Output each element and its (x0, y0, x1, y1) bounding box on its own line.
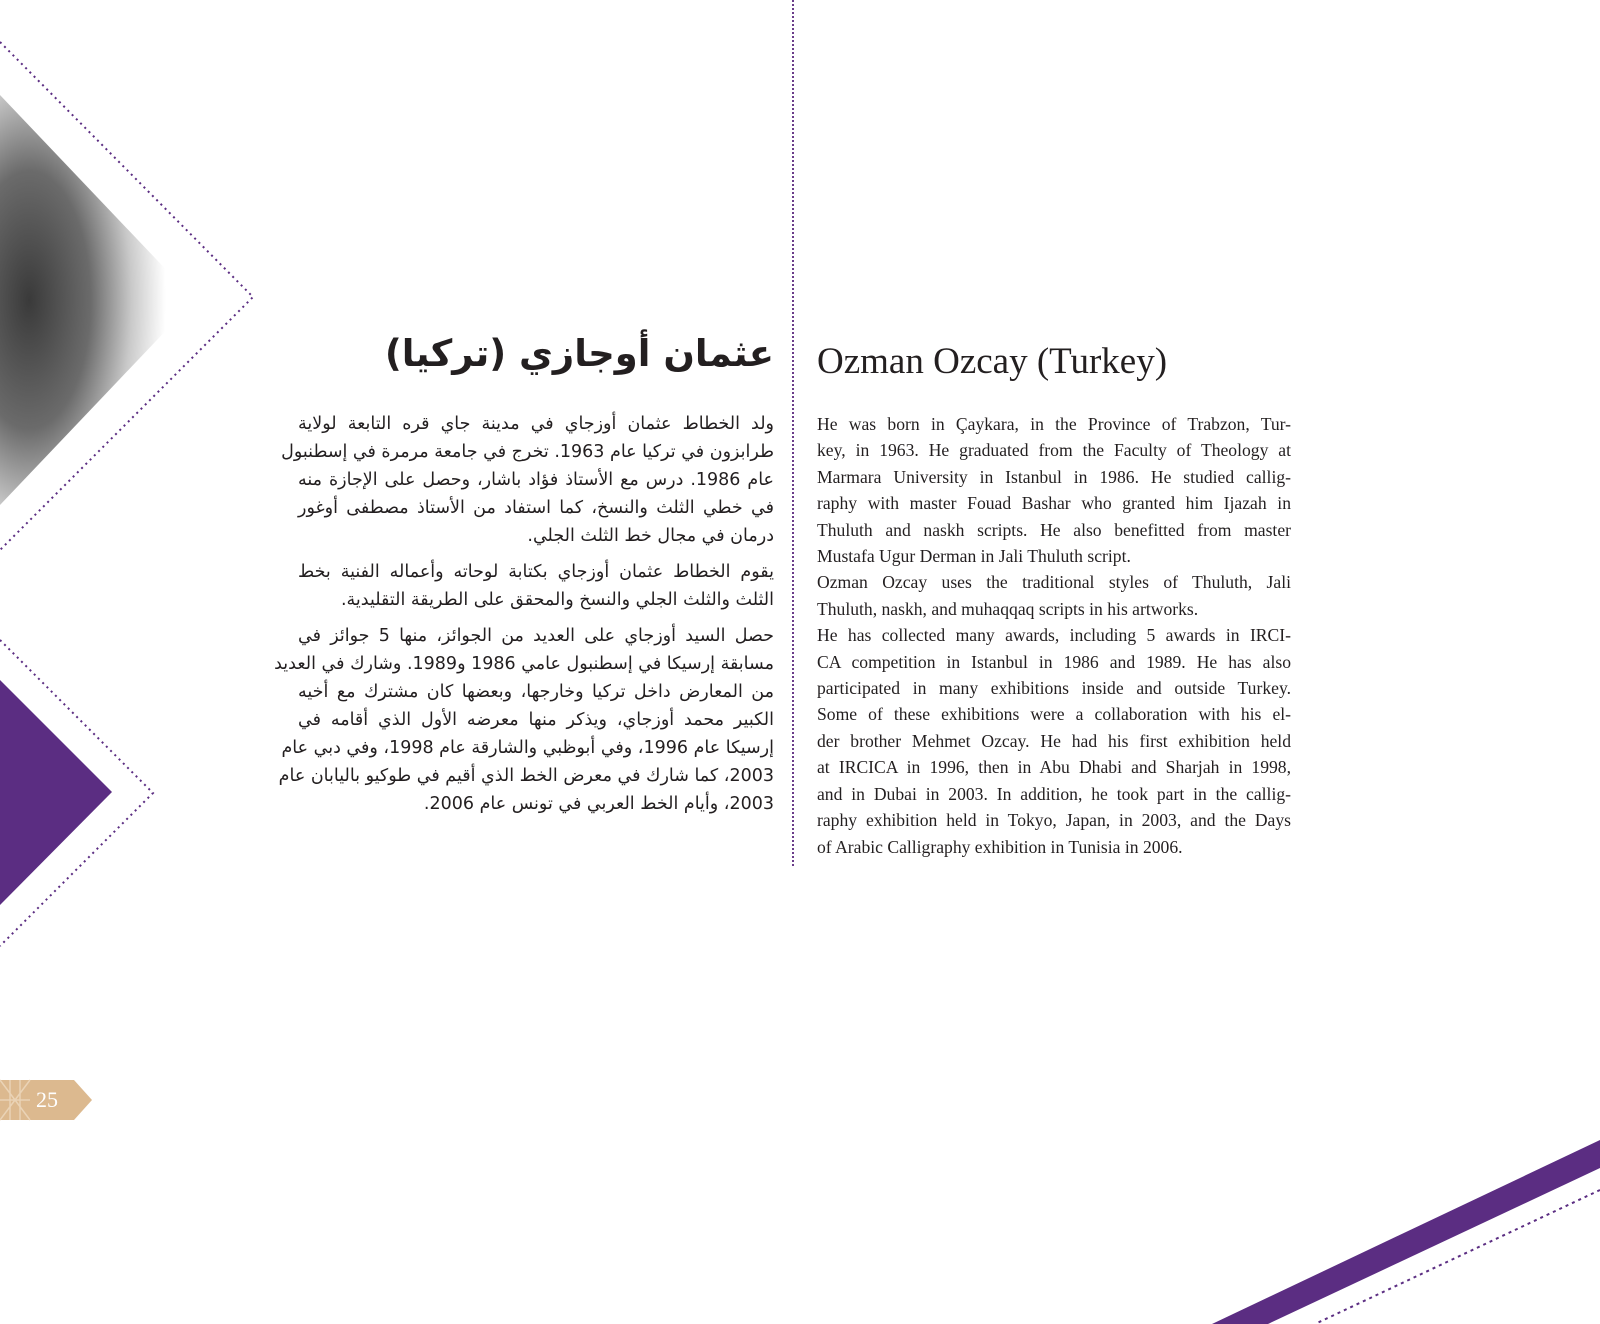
arabic-paragraph (281, 410, 775, 550)
text-line: الكبير محمد أوزجاي، ويذكر منها معرضه الأول الذي أقامه في (298, 710, 774, 730)
text-line: ولد الخطاط عثمان أوزجاي في مدينة جاي قره التابعة لولاية (298, 414, 774, 434)
page-number: 25 (36, 1087, 58, 1112)
text-line: He was born in Çaykara, in the Province of Trabzon, Tur- (817, 414, 1291, 434)
text-line: 2003، وأيام الخط العربي في تونس عام 2006. (423, 794, 774, 814)
english-body (817, 411, 1291, 860)
text-line: طرابزون في تركيا عام 1963. تخرج في جامعة مرمرة في إسطنبول (281, 442, 774, 462)
text-line: raphy with master Fouad Bashar who granted him Ijazah in (817, 493, 1291, 514)
text-line: He has collected many awards, including 5 awards in IRCI- (817, 625, 1291, 646)
text-line: raphy exhibition held in Tokyo, Japan, in 2003, and the Days (817, 810, 1291, 831)
text-line: CA competition in Istanbul in 1986 and 1989. He has also (817, 651, 1291, 672)
text-line: من المعارض داخل تركيا وخارجها، وبعضها كان مشترك مع أخيه (298, 682, 774, 702)
text-line: الثلث والثلث الجلي والنسخ والمحقق على الطريقة التقليدية. (340, 590, 774, 610)
text-line: at IRCICA in 1996, then in Abu Dhabi and Sharjah in 1998, (817, 757, 1291, 778)
text-line: في خطي الثلث والنسخ، كما استفاد من الأستاذ مصطفى أوغور (298, 498, 774, 518)
text-line: يقوم الخطاط عثمان أوزجاي بكتابة لوحاته وأعماله الفنية بخط (298, 562, 774, 582)
text-line: إرسيكا عام 1996، وفي أبوظبي والشارقة عام 1998، وفي دبي عام (281, 738, 774, 758)
text-line: حصل السيد أوزجاي على العديد من الجوائز، منها 5 جوائز في (298, 626, 774, 646)
arabic-paragraph (298, 558, 774, 614)
text-line: Ozman Ozcay uses the traditional styles of Thuluth, Jali (817, 572, 1291, 593)
arabic-title: عثمان أوجازي (تركيا) (384, 332, 774, 375)
arabic-paragraph (274, 622, 774, 818)
text-line: Marmara University in Istanbul in 1986. He studied callig- (817, 466, 1291, 487)
text-line: عام 1986. درس مع الأستاذ فؤاد باشار، وحصل على الإجازة منه (298, 470, 775, 490)
text-line: of Arabic Calligraphy exhibition in Tunisia in 2006. (817, 836, 1183, 857)
text-line: 2003، كما شارك في معرض الخط الذي أقيم في طوكيو باليابان عام (278, 766, 774, 786)
page-number-tab (0, 1080, 92, 1120)
text-line: Thuluth, naskh, and muhaqqaq scripts in his artworks. (817, 598, 1199, 619)
text-line: مسابقة إرسيكا في إسطنبول عامي 1986 و1989. وشارك في العديد (274, 654, 774, 674)
purple-triangle (0, 680, 112, 905)
arabic-body (274, 410, 775, 826)
text-line: and in Dubai in 2003. In addition, he took part in the callig- (817, 783, 1291, 804)
column-divider (792, 0, 794, 866)
text-line: درمان في مجال خط الثلث الجلي. (527, 526, 774, 546)
text-line: participated in many exhibitions inside and outside Turkey. (817, 678, 1291, 699)
purple-stripe (1212, 1140, 1600, 1324)
text-line: key, in 1963. He graduated from the Faculty of Theology at (817, 440, 1291, 461)
calligrapher-photo (0, 95, 195, 505)
text-line: Some of these exhibitions were a collaboration with his el- (817, 704, 1291, 725)
text-line: der brother Mehmet Ozcay. He had his first exhibition held (817, 730, 1291, 751)
text-line: Thuluth and naskh scripts. He also benefitted from master (817, 519, 1291, 540)
text-line: Mustafa Ugur Derman in Jali Thuluth script. (817, 546, 1131, 567)
english-title: Ozman Ozcay (Turkey) (817, 341, 1168, 382)
